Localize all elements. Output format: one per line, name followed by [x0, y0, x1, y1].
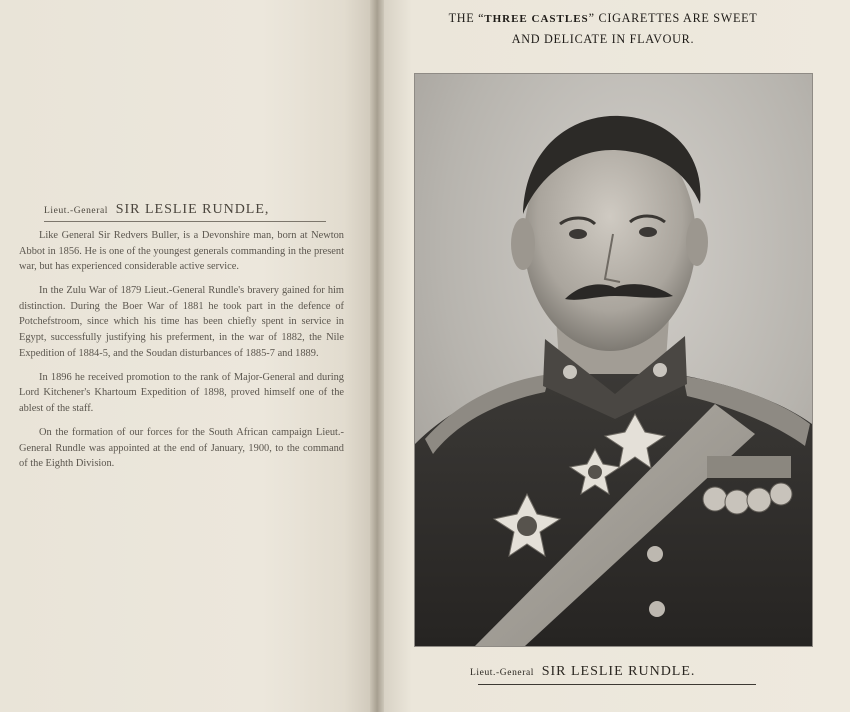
- biography-paragraph-2: In the Zulu War of 1879 Lieut.-General Rundle's bravery gained for him distinction. During the Boer War of 1881 he took part in the defence of Potchefstroom, since which his time has been chiefly spent in service in Egypt, successfully justifying his preferment, in the war of 1882, the Nile Expedition of 1884-5, and the Soudan disturbances of 1885-7 and 1889.: [19, 285, 344, 359]
- portrait-photo: [415, 74, 812, 646]
- portrait-illustration: [415, 74, 812, 646]
- heading-name: SIR LESLIE RUNDLE,: [115, 202, 270, 217]
- biography-text: [19, 228, 344, 480]
- heading-rule: [44, 221, 326, 222]
- caption-rule: [478, 684, 756, 685]
- advert-caption-pre: THE “: [448, 11, 485, 25]
- biography-paragraph-3: In 1896 he received promotion to the rank of Major-General and during Lord Kitchener's Khartoum Expedition of 1898, proved himself one of the ablest of the staff.: [19, 371, 344, 414]
- advert-brand: THREE CASTLES: [484, 13, 589, 25]
- heading-rank: Lieut.-General: [44, 206, 109, 216]
- biography-paragraph-4: On the formation of our forces for the South African campaign Lieut.-General Rundle was appointed at the end of January, 1900, to the command of the Eighth Division.: [19, 427, 344, 470]
- advert-caption: [404, 8, 802, 49]
- portrait-caption-rank: Lieut.-General: [470, 668, 535, 678]
- biography-paragraph-1: Like General Sir Redvers Buller, is a Devonshire man, born at Newton Abbot in 1856. He is one of the youngest generals commanding in the present war, but has experienced considerable active service.: [19, 230, 344, 273]
- advert-caption-post: ” CIGARETTES ARE SWEET: [588, 11, 758, 25]
- left-page-heading: [44, 202, 334, 218]
- advert-caption-line-1: [404, 8, 802, 29]
- portrait-caption-name: SIR LESLIE RUNDLE.: [541, 664, 696, 679]
- advert-caption-line-2: AND DELICATE IN FLAVOUR.: [511, 32, 695, 46]
- portrait-caption: [470, 664, 760, 680]
